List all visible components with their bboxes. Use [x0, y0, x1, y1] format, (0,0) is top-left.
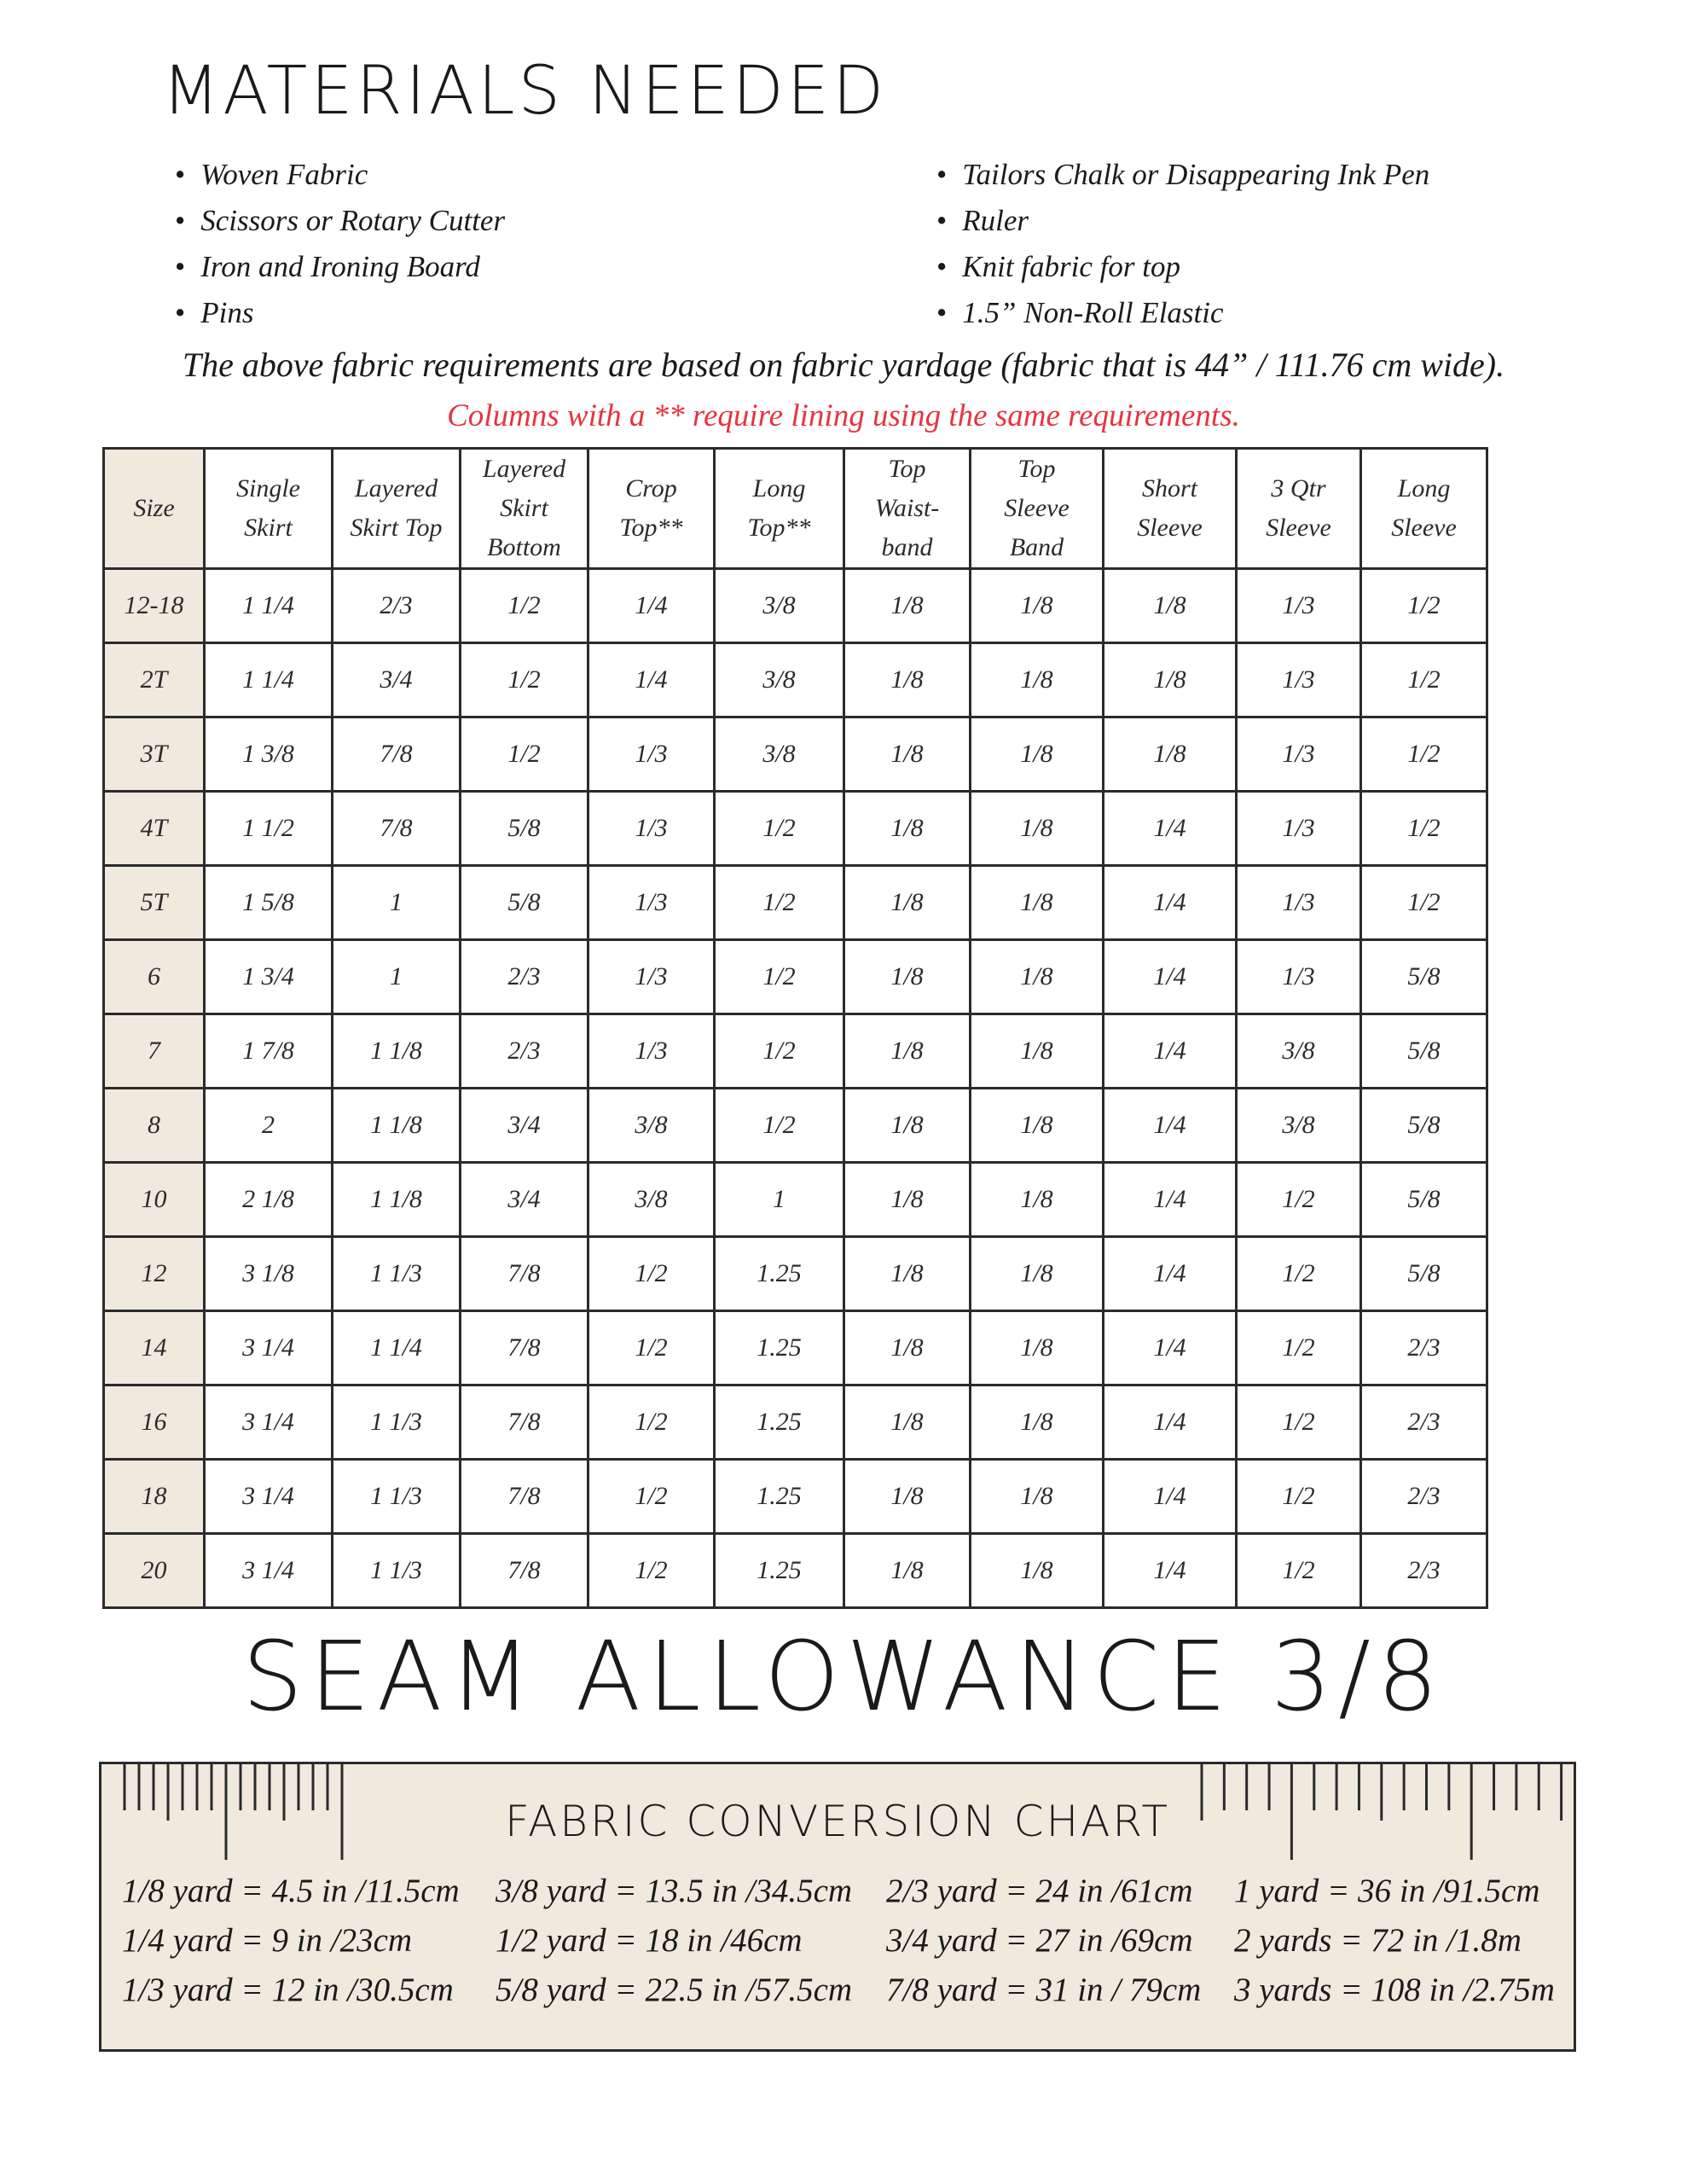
yardage-cell: 7/8 — [461, 1460, 588, 1534]
column-header-line: Long — [1397, 474, 1451, 502]
material-item: • Iron and Ironing Board — [175, 250, 480, 283]
yardage-cell: 1 1/3 — [333, 1460, 461, 1534]
column-header-line: Sleeve — [1266, 514, 1331, 542]
yardage-cell: 3/8 — [588, 1089, 715, 1163]
yardage-cell: 1/8 — [971, 1311, 1104, 1385]
yardage-cell: 1/2 — [1237, 1311, 1361, 1385]
fabric-conversion-ruler — [99, 1762, 1576, 2052]
materials-column-left — [175, 152, 505, 336]
yardage-cell: 1/8 — [971, 569, 1104, 643]
yardage-cell: 2/3 — [333, 569, 461, 643]
yardage-cell: 5/8 — [1361, 1163, 1487, 1237]
yardage-cell: 1/2 — [1237, 1534, 1361, 1608]
column-header-line: 3 Qtr — [1271, 474, 1326, 502]
yardage-cell: 2/3 — [1361, 1460, 1487, 1534]
table-row — [104, 1014, 1487, 1089]
material-label: 1.5” Non-Roll Elastic — [962, 296, 1224, 329]
table-row — [104, 717, 1487, 792]
yardage-cell: 3 1/4 — [205, 1534, 333, 1608]
table-row — [104, 643, 1487, 717]
yardage-cell: 1.25 — [715, 1237, 844, 1311]
yardage-cell: 3/8 — [1237, 1014, 1361, 1089]
column-header-line: Skirt Top — [350, 514, 443, 542]
yardage-cell: 1/4 — [1104, 1014, 1237, 1089]
yardage-cell: 2/3 — [1361, 1311, 1487, 1385]
yardage-cell: 1/8 — [971, 1460, 1104, 1534]
table-header-row — [104, 449, 1487, 569]
yardage-cell: 2/3 — [1361, 1534, 1487, 1608]
yardage-cell: 1/8 — [971, 1237, 1104, 1311]
yardage-cell: 7/8 — [461, 1237, 588, 1311]
yardage-cell: 1/3 — [588, 792, 715, 866]
column-header-line: Band — [1009, 533, 1064, 561]
yardage-cell: 7/8 — [333, 792, 461, 866]
yardage-cell: 1/2 — [588, 1385, 715, 1460]
yardage-cell: 3 1/4 — [205, 1311, 333, 1385]
yardage-cell: 1/8 — [844, 1534, 971, 1608]
size-cell: 16 — [104, 1385, 205, 1460]
yardage-cell: 1 7/8 — [205, 1014, 333, 1089]
yardage-cell: 5/8 — [1361, 1237, 1487, 1311]
yardage-cell: 1/8 — [844, 792, 971, 866]
table-row — [104, 1089, 1487, 1163]
size-cell: 3T — [104, 717, 205, 792]
yardage-cell: 2/3 — [461, 940, 588, 1014]
size-cell: 12-18 — [104, 569, 205, 643]
conversion-item: 2/3 yard = 24 in /61cm — [886, 1873, 1193, 1909]
column-header-line: Bottom — [487, 533, 561, 561]
material-item: • Scissors or Rotary Cutter — [175, 204, 506, 237]
yardage-cell: 1/4 — [1104, 1534, 1237, 1608]
table-row — [104, 1163, 1487, 1237]
size-cell: 2T — [104, 643, 205, 717]
column-header-line: Top** — [619, 514, 683, 542]
yardage-cell: 1/8 — [844, 1311, 971, 1385]
conversion-column — [1234, 1867, 1555, 2015]
yardage-cell: 1/4 — [1104, 1089, 1237, 1163]
yardage-cell: 1/8 — [844, 569, 971, 643]
column-header-line: Skirt — [500, 494, 548, 522]
fabric-basis-note: The above fabric requirements are based on fabric yardage (fabric that is 44” / 111.76 cm wide). — [182, 346, 1505, 384]
column-header-line: Layered — [354, 474, 438, 502]
column-header-size — [104, 449, 205, 569]
yardage-cell: 3/8 — [715, 717, 844, 792]
yardage-cell: 1 1/8 — [333, 1089, 461, 1163]
yardage-cell: 1/4 — [588, 643, 715, 717]
yardage-cell: 1/2 — [1361, 569, 1487, 643]
yardage-cell: 1/3 — [588, 717, 715, 792]
material-label: Pins — [200, 296, 254, 329]
yardage-cell: 1/8 — [844, 717, 971, 792]
conversion-item: 1/3 yard = 12 in /30.5cm — [122, 1972, 454, 2008]
yardage-cell: 1/4 — [588, 569, 715, 643]
yardage-cell: 1/8 — [1104, 643, 1237, 717]
fabric-requirements-table — [102, 447, 1488, 1609]
yardage-cell: 1/8 — [1104, 717, 1237, 792]
yardage-cell: 3 1/4 — [205, 1460, 333, 1534]
size-cell: 7 — [104, 1014, 205, 1089]
column-header — [1104, 449, 1237, 569]
yardage-cell: 1/2 — [715, 940, 844, 1014]
yardage-cell: 1/8 — [844, 866, 971, 940]
conversion-item: 3/8 yard = 13.5 in /34.5cm — [496, 1873, 853, 1909]
column-header-line: Sleeve — [1004, 494, 1070, 522]
yardage-cell: 1/2 — [1361, 792, 1487, 866]
size-cell: 12 — [104, 1237, 205, 1311]
yardage-cell: 1/2 — [1237, 1385, 1361, 1460]
table-row — [104, 1311, 1487, 1385]
material-label: Knit fabric for top — [962, 250, 1180, 283]
column-header — [844, 449, 971, 569]
yardage-cell: 1/3 — [1237, 569, 1361, 643]
column-header-line: band — [881, 533, 933, 561]
conversion-item: 1/8 yard = 4.5 in /11.5cm — [122, 1873, 460, 1909]
yardage-cell: 1/2 — [1361, 643, 1487, 717]
material-item: • Knit fabric for top — [936, 250, 1180, 283]
yardage-cell: 5/8 — [1361, 1014, 1487, 1089]
column-header-line: Waist- — [874, 494, 940, 522]
yardage-cell: 7/8 — [333, 717, 461, 792]
table-row — [104, 792, 1487, 866]
yardage-cell: 5/8 — [1361, 940, 1487, 1014]
table-body — [104, 569, 1487, 1608]
column-header-line: Top — [1017, 455, 1056, 483]
column-header-line: Size — [133, 494, 175, 522]
column-header-line: Long — [752, 474, 806, 502]
yardage-cell: 1/2 — [461, 569, 588, 643]
yardage-cell: 1 1/8 — [333, 1014, 461, 1089]
yardage-cell: 1/3 — [1237, 717, 1361, 792]
size-cell: 20 — [104, 1534, 205, 1608]
column-header — [205, 449, 333, 569]
yardage-cell: 1/8 — [844, 643, 971, 717]
yardage-cell: 7/8 — [461, 1534, 588, 1608]
yardage-cell: 2/3 — [1361, 1385, 1487, 1460]
table-row — [104, 1237, 1487, 1311]
yardage-cell: 1/4 — [1104, 1311, 1237, 1385]
yardage-cell: 1.25 — [715, 1534, 844, 1608]
column-header — [333, 449, 461, 569]
yardage-cell: 1/3 — [588, 1014, 715, 1089]
size-cell: 6 — [104, 940, 205, 1014]
column-header — [461, 449, 588, 569]
yardage-cell: 1/8 — [844, 1014, 971, 1089]
yardage-cell: 1/3 — [588, 866, 715, 940]
yardage-cell: 1/4 — [1104, 1460, 1237, 1534]
yardage-cell: 1/8 — [971, 792, 1104, 866]
table-row — [104, 569, 1487, 643]
material-label: Scissors or Rotary Cutter — [200, 204, 506, 237]
conversion-chart-title: FABRIC CONVERSION CHART — [504, 1797, 1171, 1846]
conversion-item: 3 yards = 108 in /2.75m — [1234, 1972, 1555, 2008]
yardage-cell: 1/2 — [715, 792, 844, 866]
column-header-line: Sleeve — [1137, 514, 1203, 542]
yardage-cell: 3/4 — [461, 1163, 588, 1237]
yardage-cell: 1/8 — [844, 1460, 971, 1534]
yardage-cell: 1/3 — [588, 940, 715, 1014]
yardage-cell: 3/8 — [715, 643, 844, 717]
column-header — [971, 449, 1104, 569]
material-item: • Tailors Chalk or Disappearing Ink Pen — [936, 158, 1430, 191]
yardage-cell: 1/8 — [971, 1089, 1104, 1163]
yardage-cell: 1/3 — [1237, 940, 1361, 1014]
size-cell: 10 — [104, 1163, 205, 1237]
yardage-cell: 1/8 — [844, 1385, 971, 1460]
yardage-cell: 1/4 — [1104, 940, 1237, 1014]
yardage-cell: 1/2 — [1361, 717, 1487, 792]
size-cell: 8 — [104, 1089, 205, 1163]
yardage-cell: 1/8 — [844, 1089, 971, 1163]
size-cell: 14 — [104, 1311, 205, 1385]
material-item: • 1.5” Non-Roll Elastic — [936, 296, 1224, 329]
yardage-cell: 2/3 — [461, 1014, 588, 1089]
material-label: Woven Fabric — [200, 158, 368, 191]
yardage-cell: 1 1/3 — [333, 1237, 461, 1311]
yardage-cell: 1/8 — [1104, 569, 1237, 643]
conversion-item: 1/2 yard = 18 in /46cm — [496, 1922, 803, 1959]
yardage-cell: 1 — [715, 1163, 844, 1237]
yardage-cell: 3/8 — [588, 1163, 715, 1237]
yardage-cell: 1/2 — [715, 1089, 844, 1163]
yardage-cell: 1/8 — [971, 1385, 1104, 1460]
yardage-cell: 5/8 — [1361, 1089, 1487, 1163]
yardage-cell: 1/2 — [588, 1311, 715, 1385]
table-row — [104, 940, 1487, 1014]
yardage-cell: 1/4 — [1104, 1385, 1237, 1460]
column-header-line: Short — [1141, 474, 1197, 502]
yardage-cell: 1/8 — [971, 1014, 1104, 1089]
column-header-line: Crop — [625, 474, 677, 502]
material-label: Iron and Ironing Board — [200, 250, 480, 283]
yardage-cell: 1/2 — [1237, 1237, 1361, 1311]
column-header — [1237, 449, 1361, 569]
material-label: Tailors Chalk or Disappearing Ink Pen — [962, 158, 1430, 191]
table-row — [104, 1385, 1487, 1460]
column-header-line: Single — [236, 474, 300, 502]
yardage-cell: 1 1/3 — [333, 1534, 461, 1608]
yardage-cell: 1.25 — [715, 1460, 844, 1534]
yardage-cell: 7/8 — [461, 1385, 588, 1460]
yardage-cell: 2 — [205, 1089, 333, 1163]
conversion-item: 2 yards = 72 in /1.8m — [1234, 1922, 1522, 1959]
size-cell: 5T — [104, 866, 205, 940]
yardage-cell: 1 1/8 — [333, 1163, 461, 1237]
table-row — [104, 866, 1487, 940]
yardage-cell: 1/2 — [461, 643, 588, 717]
yardage-cell: 1 1/4 — [205, 569, 333, 643]
yardage-cell: 1/3 — [1237, 792, 1361, 866]
yardage-cell: 1/8 — [971, 866, 1104, 940]
conversion-item: 3/4 yard = 27 in /69cm — [886, 1922, 1193, 1959]
yardage-cell: 1/8 — [971, 940, 1104, 1014]
yardage-cell: 1/2 — [588, 1534, 715, 1608]
yardage-cell: 1.25 — [715, 1385, 844, 1460]
column-header — [1361, 449, 1487, 569]
yardage-cell: 1 3/8 — [205, 717, 333, 792]
page-title: MATERIALS NEEDED — [162, 53, 888, 130]
yardage-cell: 1/2 — [1237, 1163, 1361, 1237]
material-label: Ruler — [962, 204, 1029, 237]
yardage-cell: 1/4 — [1104, 792, 1237, 866]
conversion-item: 5/8 yard = 22.5 in /57.5cm — [496, 1972, 853, 2008]
yardage-cell: 1/4 — [1104, 866, 1237, 940]
yardage-cell: 7/8 — [461, 1311, 588, 1385]
yardage-cell: 1.25 — [715, 1311, 844, 1385]
yardage-cell: 1/4 — [1104, 1237, 1237, 1311]
yardage-cell: 1 5/8 — [205, 866, 333, 940]
seam-allowance-heading: SEAM ALLOWANCE 3/8 — [241, 1622, 1446, 1733]
yardage-cell: 1/2 — [588, 1460, 715, 1534]
column-header-line: Layered — [482, 455, 566, 483]
material-item: • Ruler — [936, 204, 1029, 237]
conversion-column — [496, 1867, 852, 2015]
yardage-cell: 1/8 — [844, 940, 971, 1014]
table-row — [104, 1534, 1487, 1608]
yardage-cell: 5/8 — [461, 792, 588, 866]
yardage-cell: 3/4 — [333, 643, 461, 717]
yardage-cell: 3/8 — [1237, 1089, 1361, 1163]
yardage-cell: 1/2 — [1237, 1460, 1361, 1534]
yardage-cell: 1 1/4 — [205, 643, 333, 717]
yardage-cell: 1 1/4 — [333, 1311, 461, 1385]
materials-column-right — [936, 152, 1429, 336]
column-header — [588, 449, 715, 569]
yardage-cell: 1/8 — [844, 1163, 971, 1237]
yardage-cell: 3/8 — [715, 569, 844, 643]
yardage-cell: 1/8 — [971, 1534, 1104, 1608]
yardage-cell: 1/2 — [715, 866, 844, 940]
yardage-cell: 5/8 — [461, 866, 588, 940]
yardage-cell: 3/4 — [461, 1089, 588, 1163]
yardage-cell: 1/2 — [715, 1014, 844, 1089]
yardage-cell: 1 1/2 — [205, 792, 333, 866]
yardage-cell: 3 1/4 — [205, 1385, 333, 1460]
yardage-cell: 1/8 — [844, 1237, 971, 1311]
yardage-cell: 1/3 — [1237, 866, 1361, 940]
yardage-cell: 1/4 — [1104, 1163, 1237, 1237]
material-item: • Pins — [175, 296, 254, 329]
conversion-item: 1/4 yard = 9 in /23cm — [122, 1922, 413, 1959]
material-item: • Woven Fabric — [175, 158, 368, 191]
yardage-cell: 1 — [333, 940, 461, 1014]
yardage-cell: 2 1/8 — [205, 1163, 333, 1237]
conversion-item: 1 yard = 36 in /91.5cm — [1234, 1873, 1540, 1909]
yardage-cell: 1/2 — [461, 717, 588, 792]
yardage-cell: 1/3 — [1237, 643, 1361, 717]
yardage-cell: 1/8 — [971, 643, 1104, 717]
yardage-cell: 1/8 — [971, 1163, 1104, 1237]
column-header-line: Skirt — [244, 514, 293, 542]
size-cell: 18 — [104, 1460, 205, 1534]
conversion-item: 7/8 yard = 31 in / 79cm — [886, 1972, 1202, 2008]
column-header-line: Sleeve — [1391, 514, 1457, 542]
size-cell: 4T — [104, 792, 205, 866]
yardage-cell: 1 — [333, 866, 461, 940]
yardage-cell: 1/2 — [1361, 866, 1487, 940]
yardage-cell: 1/2 — [588, 1237, 715, 1311]
table-row — [104, 1460, 1487, 1534]
yardage-cell: 1 1/3 — [333, 1385, 461, 1460]
lining-note: Columns with a ** require lining using the same requirements. — [447, 398, 1240, 433]
column-header — [715, 449, 844, 569]
conversion-column — [122, 1867, 460, 2015]
yardage-cell: 1/8 — [971, 717, 1104, 792]
column-header-line: Top — [888, 455, 926, 483]
yardage-cell: 1 3/4 — [205, 940, 333, 1014]
yardage-cell: 3 1/8 — [205, 1237, 333, 1311]
conversion-column — [886, 1867, 1201, 2015]
column-header-line: Top** — [747, 514, 811, 542]
